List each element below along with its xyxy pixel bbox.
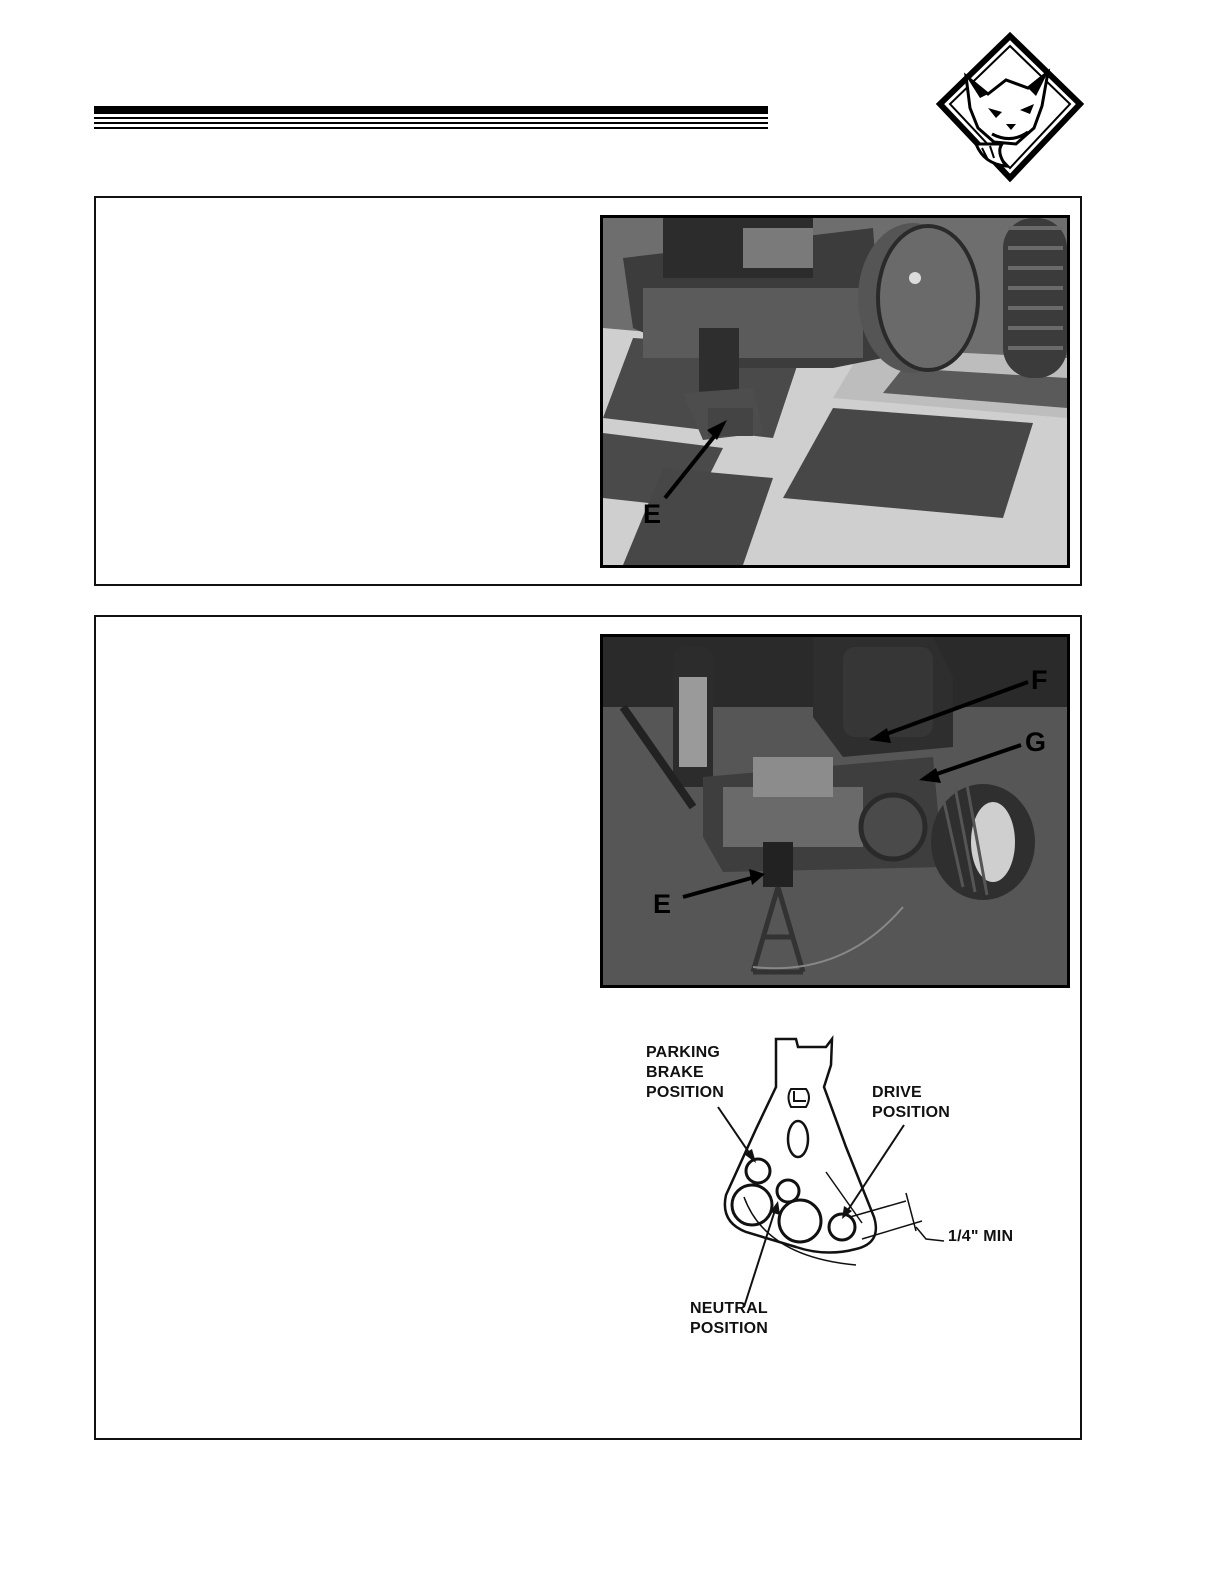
callout-g: G (1025, 727, 1047, 757)
parking-brake-position-label: PARKING BRAKE POSITION (646, 1044, 725, 1101)
header-rule-thin-1 (94, 117, 768, 119)
wildcat-mascot-icon (936, 32, 1084, 182)
callout-f: F (1031, 665, 1048, 695)
header-rule-thin-2 (94, 122, 768, 124)
neutral-position-label: NEUTRAL POSITION (690, 1300, 769, 1337)
figure-panel-1 (94, 196, 1082, 586)
figure-panel-2 (94, 615, 1082, 1440)
header-rule-thick (94, 106, 768, 114)
machine-underside-stand-photo (600, 215, 1070, 568)
callout-e: E (643, 499, 662, 529)
callout-e: E (653, 889, 672, 919)
header-rule (94, 106, 768, 129)
header-rule-thin-3 (94, 127, 768, 129)
drive-position-label: DRIVE POSITION (872, 1084, 951, 1121)
brake-lever-diagram (626, 1017, 1066, 1347)
machine-on-jack-stand-photo (600, 634, 1070, 988)
clearance-label: 1/4" MIN (948, 1228, 1014, 1245)
